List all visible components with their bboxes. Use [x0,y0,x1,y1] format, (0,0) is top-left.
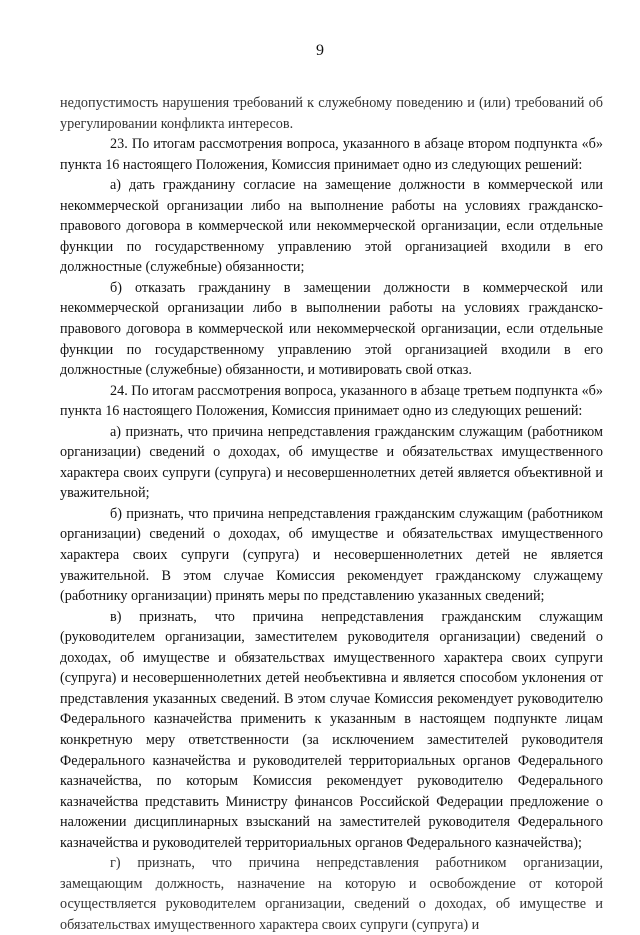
page-number: 9 [316,42,324,59]
document-body [60,93,603,935]
paragraph-23a: а) дать гражданину согласие на замещение должности в коммерческой или некоммерческой организации либо на выполнение работы на условиях гражданско-правового договора в коммерческой или некоммерческой организации, если отдельные функции по государственному управлению этой организацией входили в его должностные (служебные) обязанности; [60,177,603,276]
paragraph-24b: б) признать, что причина непредставления гражданским служащим (работником организации) сведений о доходах, об имуществе и обязательствах имущественного характера своих супруги (супруга) и несовершеннолетних детей не является уважительной. В этом случае Комиссия рекомендует гражданскому служащему (работнику организации) принять меры по представлению указанных сведений; [60,505,603,605]
paragraph-item-24: 24. По итогам рассмотрения вопроса, указанного в абзаце третьем подпункта «б» пункта 16 настоящего Положения, Комиссия принимает одно из следующих решений: [60,382,603,420]
paragraph-24g: г) признать, что причина непредставления работником организации, замещающим должность, назначение на которую и освобождение от которой осуществляется руководителем организации, сведений о доходах, об имуществе и обязательствах имущественного характера своих супруги (супруга) и [60,855,603,933]
paragraph-24v: в) признать, что причина непредставления гражданским служащим (руководителем организации, заместителем руководителя организации) сведений о доходах, об имуществе и обязательствах имущественного характера своих супруги (супруга) и несовершеннолетних детей необъективна и является способом уклонения от представления указанных сведений. В этом случае Комиссия рекомендует руководителю Федерального казначейства применить к указанным в настоящем подпункте лицам конкретную меру ответственности (за исключением заместителей руководителя Федерального казначейства и руководителей территориальных органов Федерального казначейства, по которым Комиссия рекомендует руководителю Федерального казначейства представить Министру финансов Российской Федерации предложение о наложении дисциплинарных взысканий на заместителей руководителя Федерального казначейства и руководителей территориальных органов Федерального казначейства); [60,608,603,851]
paragraph-24a: а) признать, что причина непредставления гражданским служащим (работником организации) сведений о доходах, об имуществе и обязательствах имущественного характера своих супруги (супруга) и несовершеннолетних детей является объективной и уважительной; [60,423,603,502]
paragraph-23b: б) отказать гражданину в замещении должности в коммерческой или некоммерческой организации либо в выполнении работы на условиях гражданско-правового договора в коммерческой или некоммерческой организации, если отдельные функции по государственному управлению этой организацией входили в его должностные (служебные) обязанности, и мотивировать свой отказ. [60,279,603,379]
paragraph-continuation: недопустимость нарушения требований к служебному поведению и (или) требований об урегулировании конфликта интересов. [60,95,603,132]
paragraph-item-23: 23. По итогам рассмотрения вопроса, указанного в абзаце втором подпункта «б» пункта 16 настоящего Положения, Комиссия принимает одно из следующих решений: [60,136,603,173]
